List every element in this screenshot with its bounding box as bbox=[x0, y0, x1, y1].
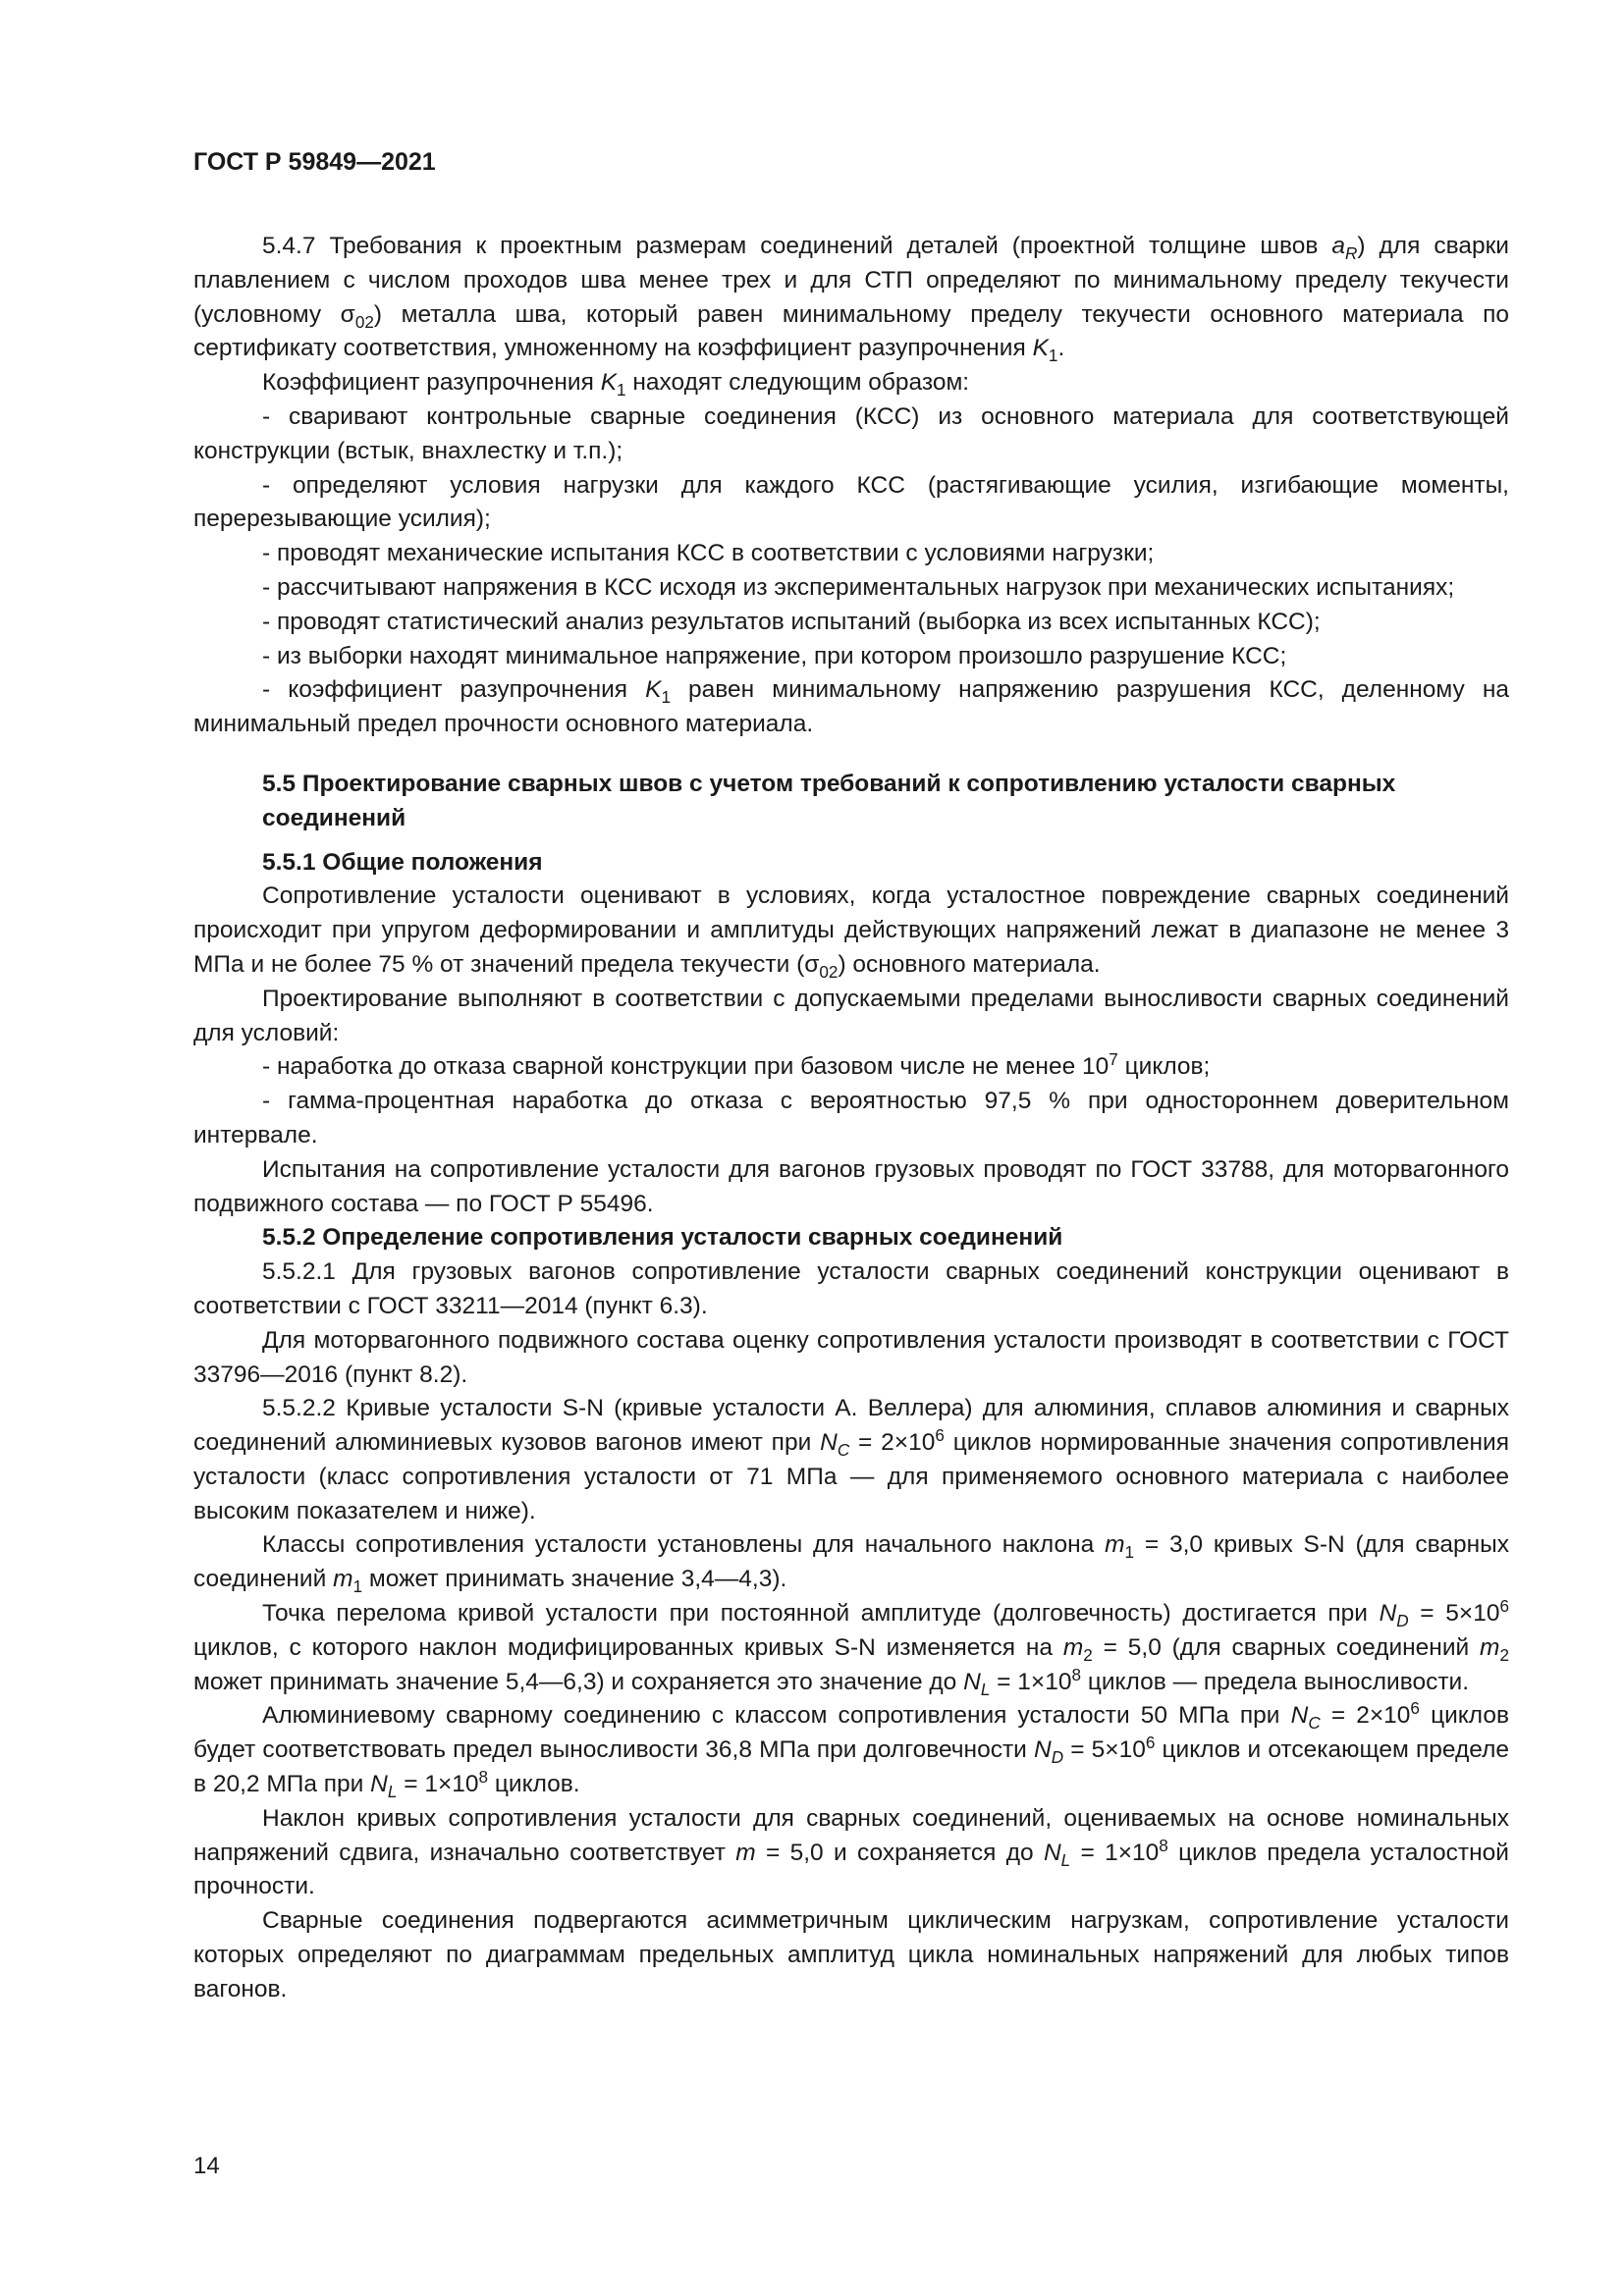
list-item: - проводят механические испытания КСС в соответствии с условиями нагрузки; bbox=[262, 540, 1155, 567]
paragraph: Алюминиевому сварному соединению с классом сопротивления усталости 50 МПа при $N_C = 2\times 10^6$ циклов будет соответствовать предел выносливости 36,8 МПа при долговечности $N_D = 5\times 10^6$ циклов и отсекающем пределе в 20,2 МПа при $N_L = 1\times 10^8$ циклов. bbox=[193, 1698, 1510, 1801]
list-item: - рассчитывают напряжения в КСС исходя из экспериментальных нагрузок при механических испытаниях; bbox=[262, 573, 1455, 601]
paragraph: Проектирование выполняют в соответствии с допускаемыми пределами выносливости сварных соединений для условий: bbox=[193, 985, 1509, 1046]
paragraph-5-5-2-1: 5.5.2.1 Для грузовых вагонов сопротивление усталости сварных соединений конструкции оценивают в соответствии с ГОСТ 33211—2014 (пункт 6.3). bbox=[193, 1258, 1509, 1319]
list-item: - проводят статистический анализ результатов испытаний (выборка из всех испытанных КСС); bbox=[262, 608, 1321, 635]
section-heading-5-5: 5.5 Проектирование сварных швов с учетом требований к сопротивлению усталости сварных соединений bbox=[262, 770, 1396, 831]
list-item: - наработка до отказа сварной конструкции при базовом числе не менее $10^7$ циклов; bbox=[262, 1049, 1211, 1081]
list-item: - гамма-процентная наработка до отказа с вероятностью 97,5 % при одностороннем доверительном интервале. bbox=[193, 1088, 1509, 1148]
paragraph: Сварные соединения подвергаются асимметричным циклическим нагрузкам, сопротивление усталости которых определяют по диаграммам предельных амплитуд цикла номинальных напряжений для любых типов вагонов. bbox=[193, 1907, 1509, 2002]
list-item: - определяют условия нагрузки для каждого КСС (растягивающие усилия, изгибающие моменты, перерезывающие усилия); bbox=[193, 471, 1509, 533]
list-item: - сваривают контрольные сварные соединения (КСС) из основного материала для соответствующей конструкции (встык, внахлестку и т.п.); bbox=[193, 402, 1509, 464]
paragraph: Точка перелома кривой усталости при постоянной амплитуде (долговечность) достигается при $N_D = 5\times 10^6$ циклов, с которого наклон модифицированных кривых S-N изменяется на $m_2 = 5,0$ (для сварных соединений $m_2$ может принимать значение 5,4—6,3) и сохраняется это значение до $N_L = 1\times 10^8$ циклов — предела выносливости. bbox=[193, 1595, 1509, 1699]
paragraph: Для моторвагонного подвижного состава оценку сопротивления усталости производят в соответствии с ГОСТ 33796—2016 (пункт 8.2). bbox=[193, 1326, 1509, 1388]
subsection-heading-5-5-1: 5.5.1 Общие положения bbox=[262, 848, 543, 876]
paragraph: Испытания на сопротивление усталости для вагонов грузовых проводят по ГОСТ 33788, для моторвагонного подвижного состава — по ГОСТ Р 55496. bbox=[193, 1155, 1509, 1217]
paragraph: Наклон кривых сопротивления усталости для сварных соединений, оцениваемых на основе номинальных напряжений сдвига, изначально соответствует m = 5,0 и сохраняется до $N_L = 1\times 10^8$ циклов предела усталостной прочности. bbox=[193, 1804, 1509, 1900]
list-item: - из выборки находят минимальное напряжение, при котором произошло разрушение КСС; bbox=[262, 642, 1287, 669]
subsection-heading-5-5-2: 5.5.2 Определение сопротивления усталости сварных соединений bbox=[262, 1224, 1063, 1252]
paragraph-5-4-7: 5.4.7 Требования к проектным размерам соединений деталей (проектной толщине швов $a_R$) для сварки плавлением с числом проходов шва менее трех и для СТП определяют по минимальному пределу текучести (условному $\sigma_{02}$) металла шва, который равен минимальному пределу текучести основного материала по сертификату соответствия, умноженному на коэффициент разупрочнения $K_1$. bbox=[193, 233, 1509, 366]
paragraph-k1-intro: Коэффициент разупрочнения $K_1$ находят следующим образом: bbox=[262, 369, 970, 400]
paragraph: Классы сопротивления усталости установлены для начального наклона $m_1 = 3,0$ кривых S-N (для сварных соединений $m_1$ может принимать значение 3,4—4,3). bbox=[193, 1531, 1509, 1597]
paragraph-5-5-2-2: 5.5.2.2 Кривые усталости S-N (кривые усталости А. Веллера) для алюминия, сплавов алюминия и сварных соединений алюминиевых кузовов вагонов имеют при $N_C = 2\times 10^6$ циклов нормированные значения сопротивления усталости (класс сопротивления усталости от 71 МПа — для применяемого основного материала с наиболее высоким показателем и ниже). bbox=[193, 1395, 1509, 1524]
paragraph: Сопротивление усталости оценивают в условиях, когда усталостное повреждение сварных соединений происходит при упругом деформировании и амплитуды действующих напряжений лежат в диапазоне не менее 3 МПа и не более 75 % от значений предела текучести $(\sigma_{02})$ основного материала. bbox=[193, 882, 1509, 982]
list-item: - коэффициент разупрочнения $K_1$ равен минимальному напряжению разрушения КСС, деленному на минимальный предел прочности основного материала. bbox=[193, 676, 1509, 738]
page-number: 14 bbox=[193, 2153, 220, 2179]
document-page bbox=[193, 147, 1509, 2007]
document-header: ГОСТ Р 59849—2021 bbox=[193, 148, 436, 176]
